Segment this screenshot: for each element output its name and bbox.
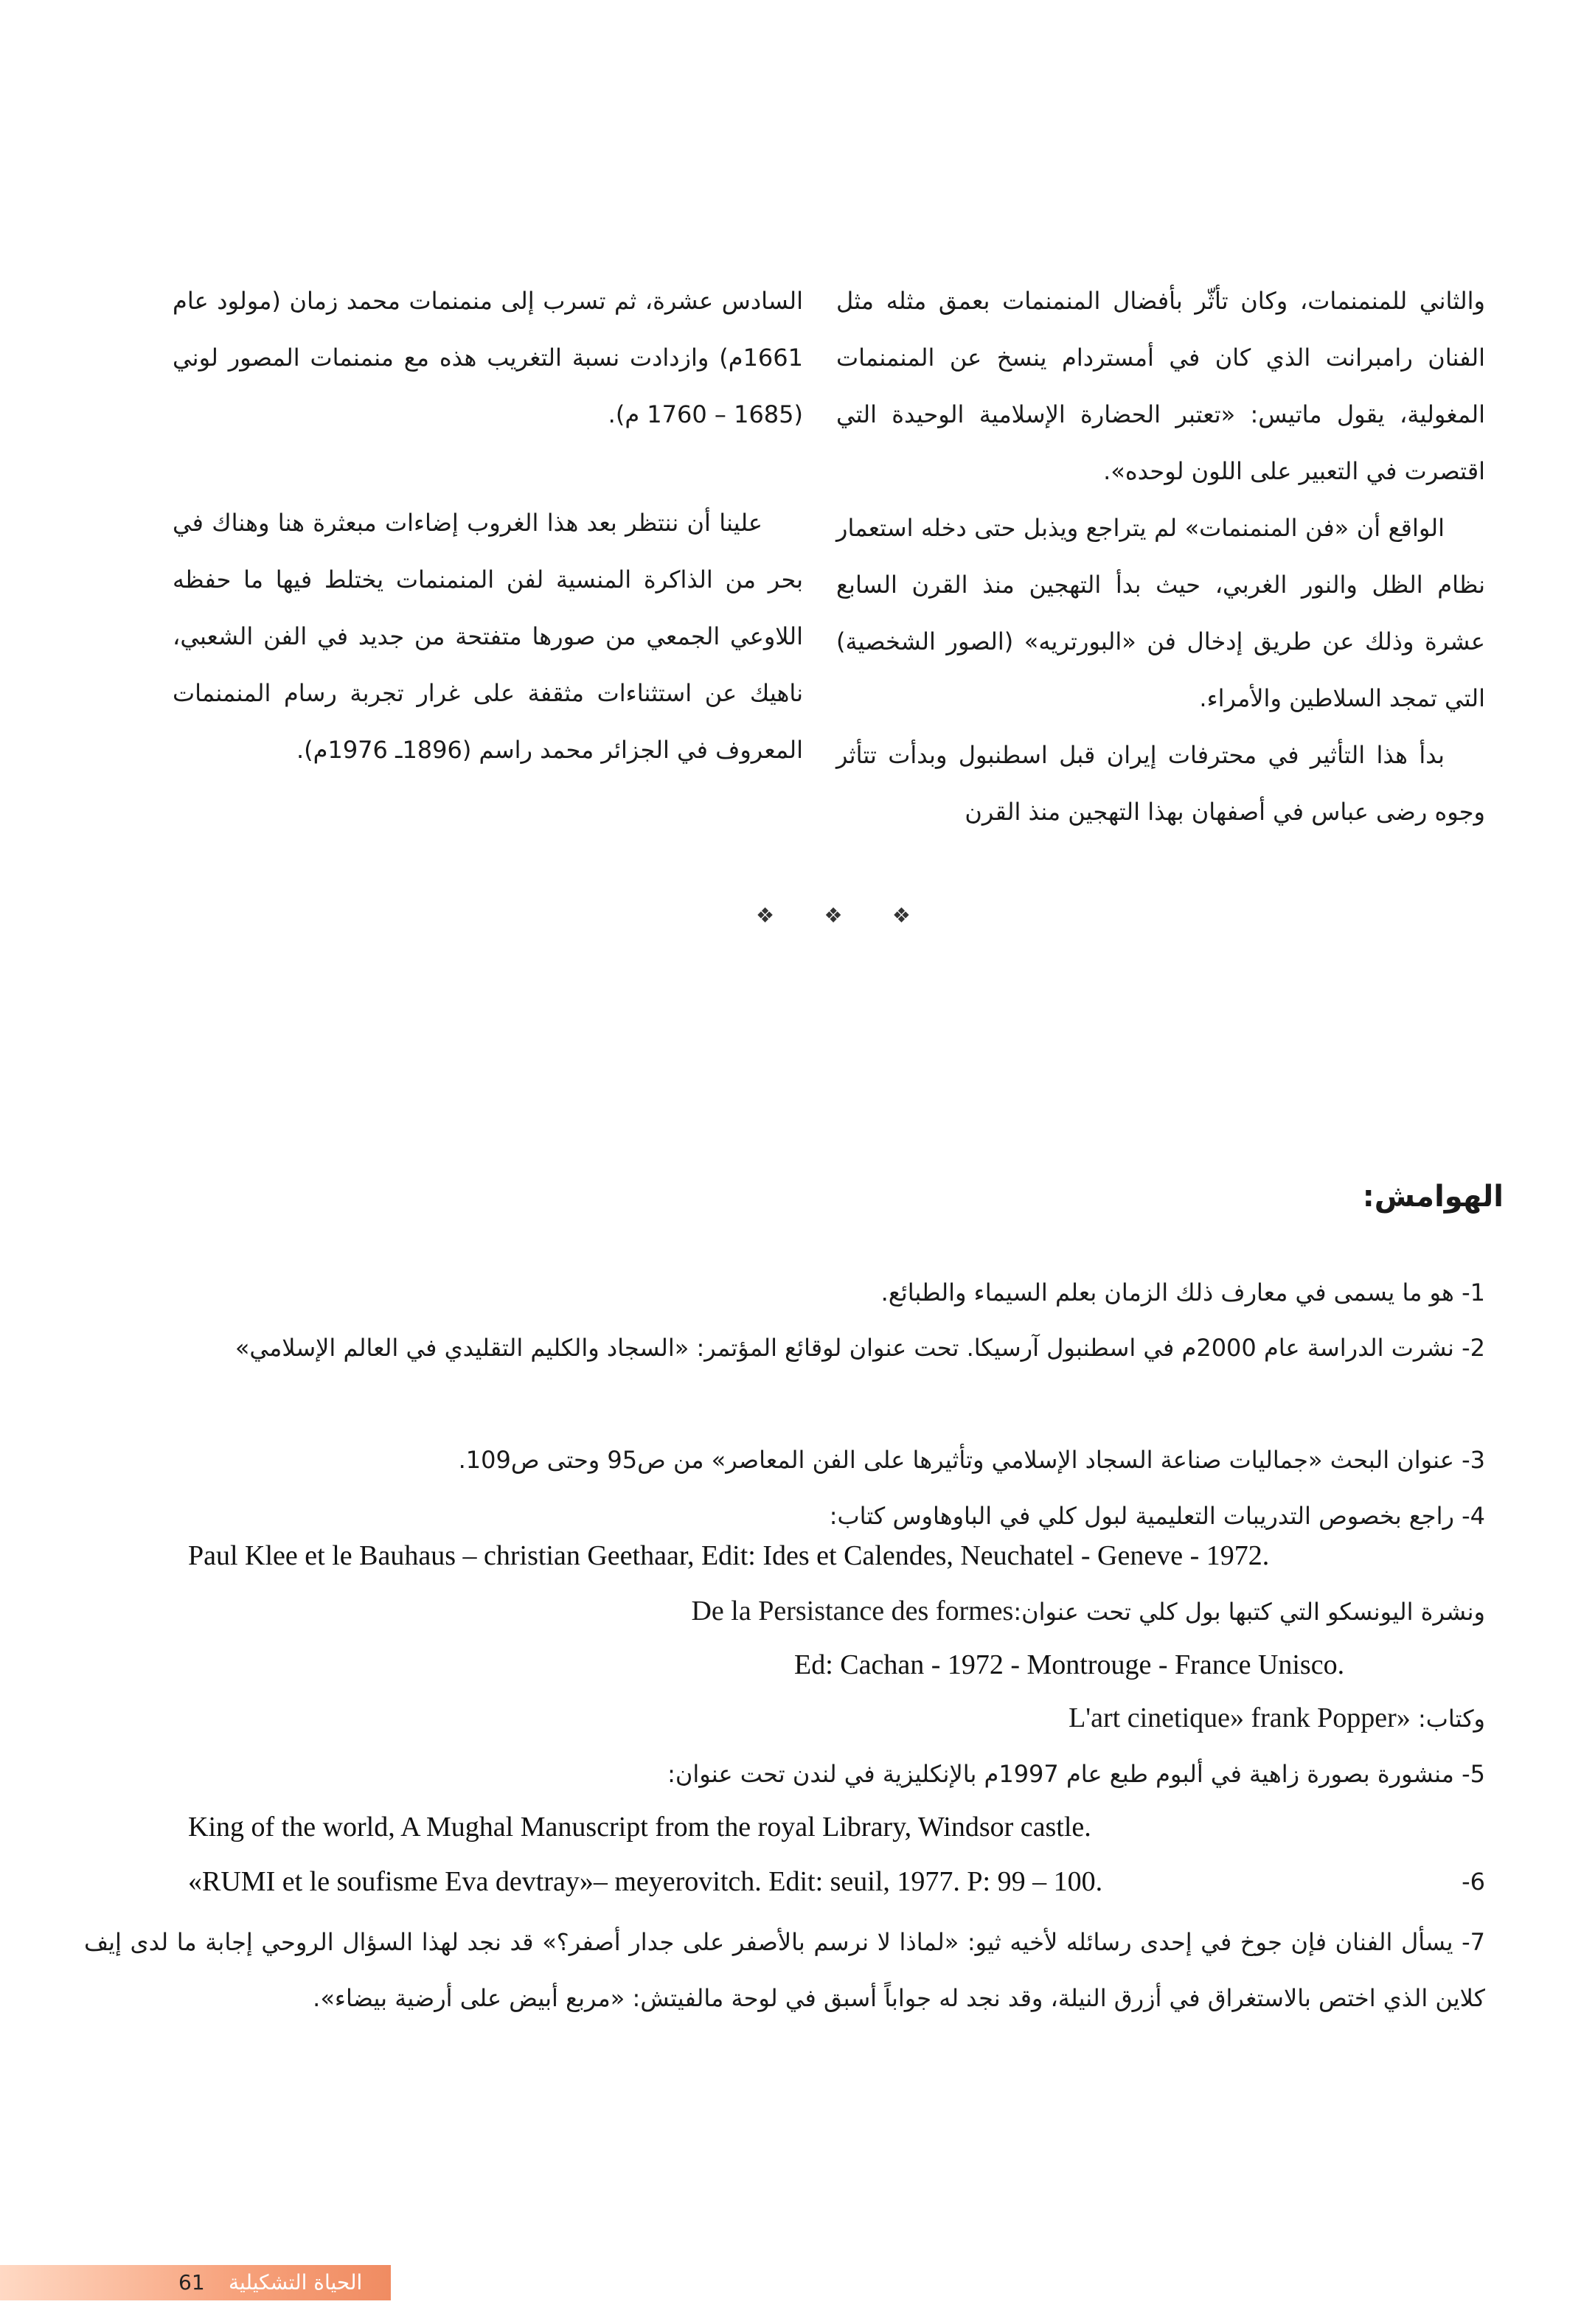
page-number: 61	[178, 2270, 205, 2295]
notes-heading: الهوامش:	[1362, 1180, 1504, 1214]
footnote-4-book-reference: Paul Klee et le Bauhaus – christian Geethaar, Edit: Ides et Calendes, Neuchatel - Geneve - 1972.	[188, 1540, 1270, 1571]
paragraph: والثاني للمنمنمات، وكان تأثّر بأفضال المنمنمات بعمق مثله مثل الفنان رامبرانت الذي كان في أمستردام ينسخ عن المنمنمات المغولية، يقول ماتيس: «تعتبر الحضارة الإسلامية الوحيدة التي اقتصرت في التعبير على اللون لوحده».	[836, 287, 1485, 485]
paragraph: السادس عشرة، ثم تسرب إلى منمنمات محمد زمان (مولود عام 1661م) وازدادت نسبة التغريب هذه مع منمنمات المصور لوني (1685 – 1760 م).	[173, 287, 803, 428]
footnote-4-book2-line	[1069, 1696, 1485, 1741]
footnote-4: 4- راجع بخصوص التدريبات التعليمية لبول كلي في الباوهاوس كتاب:	[829, 1502, 1485, 1530]
paragraph: علينا أن ننتظر بعد هذا الغروب إضاءات مبعثرة هنا وهناك في بحر من الذاكرة المنسية لفن المنمنمات يختلط فيها ما حفظه اللاوعي الجمعي من صورها متفتحة من جديد في الفن الشعبي، ناهيك عن استثناءات مثقفة على غرار تجربة رسام المنمنمات المعروف في الجزائر محمد راسم (1896ـ 1976م).	[173, 509, 803, 764]
footnote-4-unesco-title: De la Persistance des formes	[691, 1596, 1014, 1627]
footnote-5-title: King of the world, A Mughal Manuscript from the royal Library, Windsor castle.	[188, 1812, 1091, 1843]
article-left-column	[173, 273, 803, 779]
magazine-title: الحياة التشكيلية	[229, 2270, 363, 2295]
article-right-column	[836, 273, 1485, 841]
footnote-7: 7- يسأل الفنان فإن جوخ في إحدى رسائله لأخيه ثيو: «لماذا لا نرسم بالأصفر على جدار أصفر؟» قد نجد لهذا السؤال الروحي إجابة ما لدى إيف كلاين الذي اختص بالاستغراق في أزرق النيلة، وقد نجد له جواباً أسبق في لوحة مالفيتش: «مربع أبيض على أرضية بيضاء».	[84, 1928, 1485, 2012]
section-separator	[756, 903, 911, 928]
footnote-4-unesco-label: ونشرة اليونسكو التي كتبها بول كلي تحت عنوان:	[1013, 1598, 1485, 1626]
footnote-2: 2- نشرت الدراسة عام 2000م في اسطنبول آرسيكا. تحت عنوان لوقائع المؤتمر: «السجاد والكليم التقليدي في العالم الإسلامي»	[234, 1334, 1485, 1362]
footnote-4-unesco-line	[691, 1589, 1485, 1634]
footnote-4-book2-label: وكتاب:	[1418, 1705, 1485, 1733]
footnote-4-book2-title: «L'art cinetique» frank Popper	[1069, 1702, 1411, 1733]
footnote-1: 1- هو ما يسمى في معارف ذلك الزمان بعلم السيماء والطبائع.	[880, 1278, 1485, 1307]
footnote-6-number: 6-	[1462, 1868, 1485, 1896]
footnote-6-reference: «RUMI et le soufisme Eva devtray»– meyerovitch. Edit: seuil, 1977. P: 99 – 100.	[188, 1866, 1103, 1897]
separator-ornament-icon: ❖	[756, 903, 775, 928]
footnote-5: 5- منشورة بصورة زاهية في ألبوم طبع عام 1997م بالإنكليزية في لندن تحت عنوان:	[667, 1760, 1485, 1788]
paragraph: بدأ هذا التأثير في محترفات إيران قبل اسطنبول وبدأت تتأثر وجوه رضى عباس في أصفهان بهذا التهجين منذ القرن	[836, 741, 1485, 826]
footnote-4-unesco-edition: Ed: Cachan - 1972 - Montrouge - France Unisco.	[794, 1649, 1345, 1680]
separator-ornament-icon: ❖	[892, 903, 911, 928]
separator-ornament-icon: ❖	[824, 903, 843, 928]
paragraph: الواقع أن «فن المنمنمات» لم يتراجع ويذبل حتى دخله استعمار نظام الظل والنور الغربي، حيث بدأ التهجين منذ القرن السابع عشرة وذلك عن طريق إدخال فن «البورتريه» (الصور الشخصية) التي تمجد السلاطين والأمراء.	[836, 514, 1485, 712]
footnote-3: 3- عنوان البحث «جماليات صناعة السجاد الإسلامي وتأثيرها على الفن المعاصر» من ص95 وحتى ص109.	[458, 1446, 1485, 1474]
